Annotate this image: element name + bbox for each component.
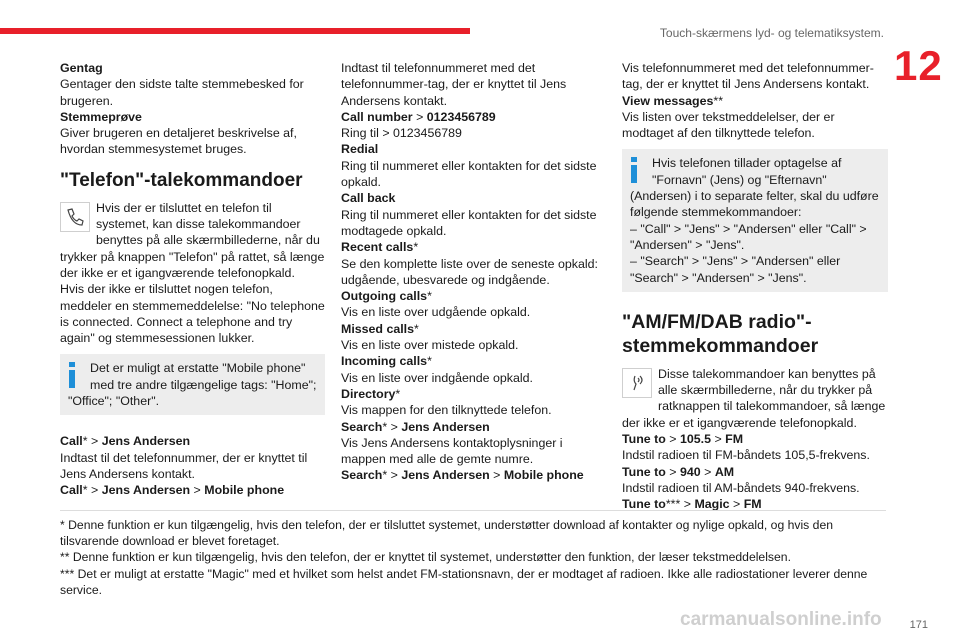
- command-redial: Redial: [341, 142, 379, 157]
- search-jens-desc: Vis Jens Andersens kontaktoplysninger i mappen med alle de gemte numre.: [341, 435, 563, 467]
- info-box-names-search: – "Search" > "Jens" > "Andersen" eller "Search" > "Andersen" > "Jens".: [630, 254, 841, 285]
- command-missed-calls: Missed calls*: [341, 321, 419, 336]
- call-jens-desc: Indtast til det telefonnummer, der er knyttet til Jens Andersens kontakt.: [60, 450, 308, 481]
- info-box-names-text: Hvis telefonen tillader optagelse af "Fornavn" (Jens) og "Efternavn" (Andersen) i to separate felter, skal du udføre følgende stemmekommandoer:: [630, 156, 879, 220]
- gentag-desc: Gentager den sidste talte stemmebesked for brugeren.: [60, 77, 304, 108]
- column-3: [622, 60, 888, 513]
- incoming-calls-desc: Vis en liste over indgående opkald.: [341, 370, 533, 385]
- command-call-jens: Call* > Jens Andersen: [60, 434, 191, 449]
- info-icon: [630, 157, 640, 183]
- command-outgoing-calls: Outgoing calls*: [341, 289, 432, 304]
- command-tune-am: Tune to > 940 > AM: [622, 464, 735, 479]
- phone-icon: [60, 202, 90, 232]
- command-call-number: Call number > 0123456789: [341, 109, 496, 124]
- tune-fm-desc: Indstil radioen til FM-båndets 105,5-frekvens.: [622, 448, 870, 463]
- tune-am-desc: Indstil radioen til AM-båndets 940-frekvens.: [622, 480, 860, 495]
- section-heading-radio: "AM/FM/DAB radio"-stemmekommandoer: [622, 310, 819, 357]
- info-icon: [68, 362, 78, 388]
- call-back-desc: Ring til nummeret eller kontakten for det sidste modtagede opkald.: [341, 207, 597, 238]
- view-messages-desc: Vis listen over tekstmeddelelser, der er modtaget af den tilknyttede telefon.: [622, 109, 835, 141]
- missed-calls-desc: Vis en liste over mistede opkald.: [341, 338, 519, 353]
- telefon-paragraph-1: Hvis der er tilsluttet en telefon til systemet, kan disse talekommandoer benyttes på alle skærmbillederne, når du trykker på knappen "Telefon" på rattet, så længe der ikke er et igangværende telefonopkald.: [60, 200, 325, 280]
- command-gentag: Gentag: [60, 61, 103, 75]
- command-incoming-calls: Incoming calls*: [341, 354, 432, 369]
- info-box-names-call: – "Call" > "Jens" > "Andersen" eller "Call" > "Andersen" > "Jens".: [630, 221, 867, 252]
- command-tune-fm: Tune to > 105.5 > FM: [622, 432, 744, 447]
- command-view-messages: View messages**: [622, 93, 724, 108]
- column-2: [341, 60, 601, 484]
- recent-calls-desc: Se den komplette liste over de seneste opkald: udgående, ubesvarede og indgående.: [341, 256, 598, 287]
- command-directory: Directory*: [341, 386, 401, 401]
- header-red-bar: [0, 28, 470, 34]
- info-box-tags: [60, 354, 325, 415]
- header-title: Touch-skærmens lyd- og telematiksystem.: [659, 26, 884, 40]
- section-heading-telefon: "Telefon"-talekommandoer: [60, 169, 303, 191]
- command-call-jens-mobile: Call* > Jens Andersen > Mobile phone: [60, 483, 285, 498]
- footnote-1: * Denne funktion er kun tilgængelig, hvis den telefon, der er tilsluttet systemet, understøtter download af kontakter og nylige opkald, og hvis den tilsvarende download er blevet foretaget.: [60, 518, 833, 549]
- command-search-jens-mobile: Search* > Jens Andersen > Mobile phone: [341, 468, 584, 483]
- footnotes: [60, 510, 886, 598]
- col2-intro: Indtast til telefonnummeret med det telefonnummer-tag, der er knyttet til Jens Andersens kontakt.: [341, 61, 567, 108]
- info-box-tags-text: Det er muligt at erstatte "Mobile phone" med tre andre tilgængelige tags: "Home"; "Office"; "Other".: [68, 361, 317, 409]
- command-call-back: Call back: [341, 191, 396, 206]
- footnote-3: *** Det er muligt at erstatte "Magic" med et hvilket som helst andet FM-stationsnavn, der er modtaget af radioen. Ikke alle radiostationer leverer denne service.: [60, 566, 868, 597]
- footnote-2: ** Denne funktion er kun tilgængelig, hvis den telefon, der er knyttet til systemet, understøtter den funktion, der læser tekstmeddelelsen.: [60, 550, 791, 565]
- command-tune-magic: Tune to*** > Magic > FM: [622, 497, 762, 512]
- column-1: [60, 60, 325, 499]
- command-recent-calls: Recent calls*: [341, 240, 419, 255]
- page-number: 171: [909, 619, 928, 631]
- radio-paragraph: Disse talekommandoer kan benyttes på alle skærmbillederne, når du trykker på ratknappen til talekommandoer, så længe der ikke er et igangværende telefonopkald.: [622, 366, 886, 430]
- col3-intro: Vis telefonnummeret med det telefonnummer-tag, der er knyttet til Jens Andersens kontakt.: [622, 61, 874, 92]
- info-box-names: [622, 149, 888, 291]
- call-number-desc: Ring til > 0123456789: [341, 126, 462, 141]
- voice-command-icon: [622, 368, 652, 398]
- directory-desc: Vis mappen for den tilknyttede telefon.: [341, 403, 552, 418]
- command-stemmeprove: Stemmeprøve: [60, 109, 142, 124]
- chapter-number: 12: [894, 42, 943, 89]
- command-search-jens: Search* > Jens Andersen: [341, 419, 490, 434]
- outgoing-calls-desc: Vis en liste over udgående opkald.: [341, 305, 531, 320]
- redial-desc: Ring til nummeret eller kontakten for det sidste opkald.: [341, 158, 597, 190]
- telefon-paragraph-2: Hvis der ikke er tilsluttet nogen telefon, meddeler en stemmemeddelelse: "No telephone is connected. Connect a telephone and try again" og stemmesessionen lukker.: [60, 282, 325, 346]
- watermark: carmanualsonline.info: [680, 609, 882, 630]
- stemmeprove-desc: Giver brugeren en detaljeret beskrivelse af, hvordan stemmesystemet bruges.: [60, 126, 297, 157]
